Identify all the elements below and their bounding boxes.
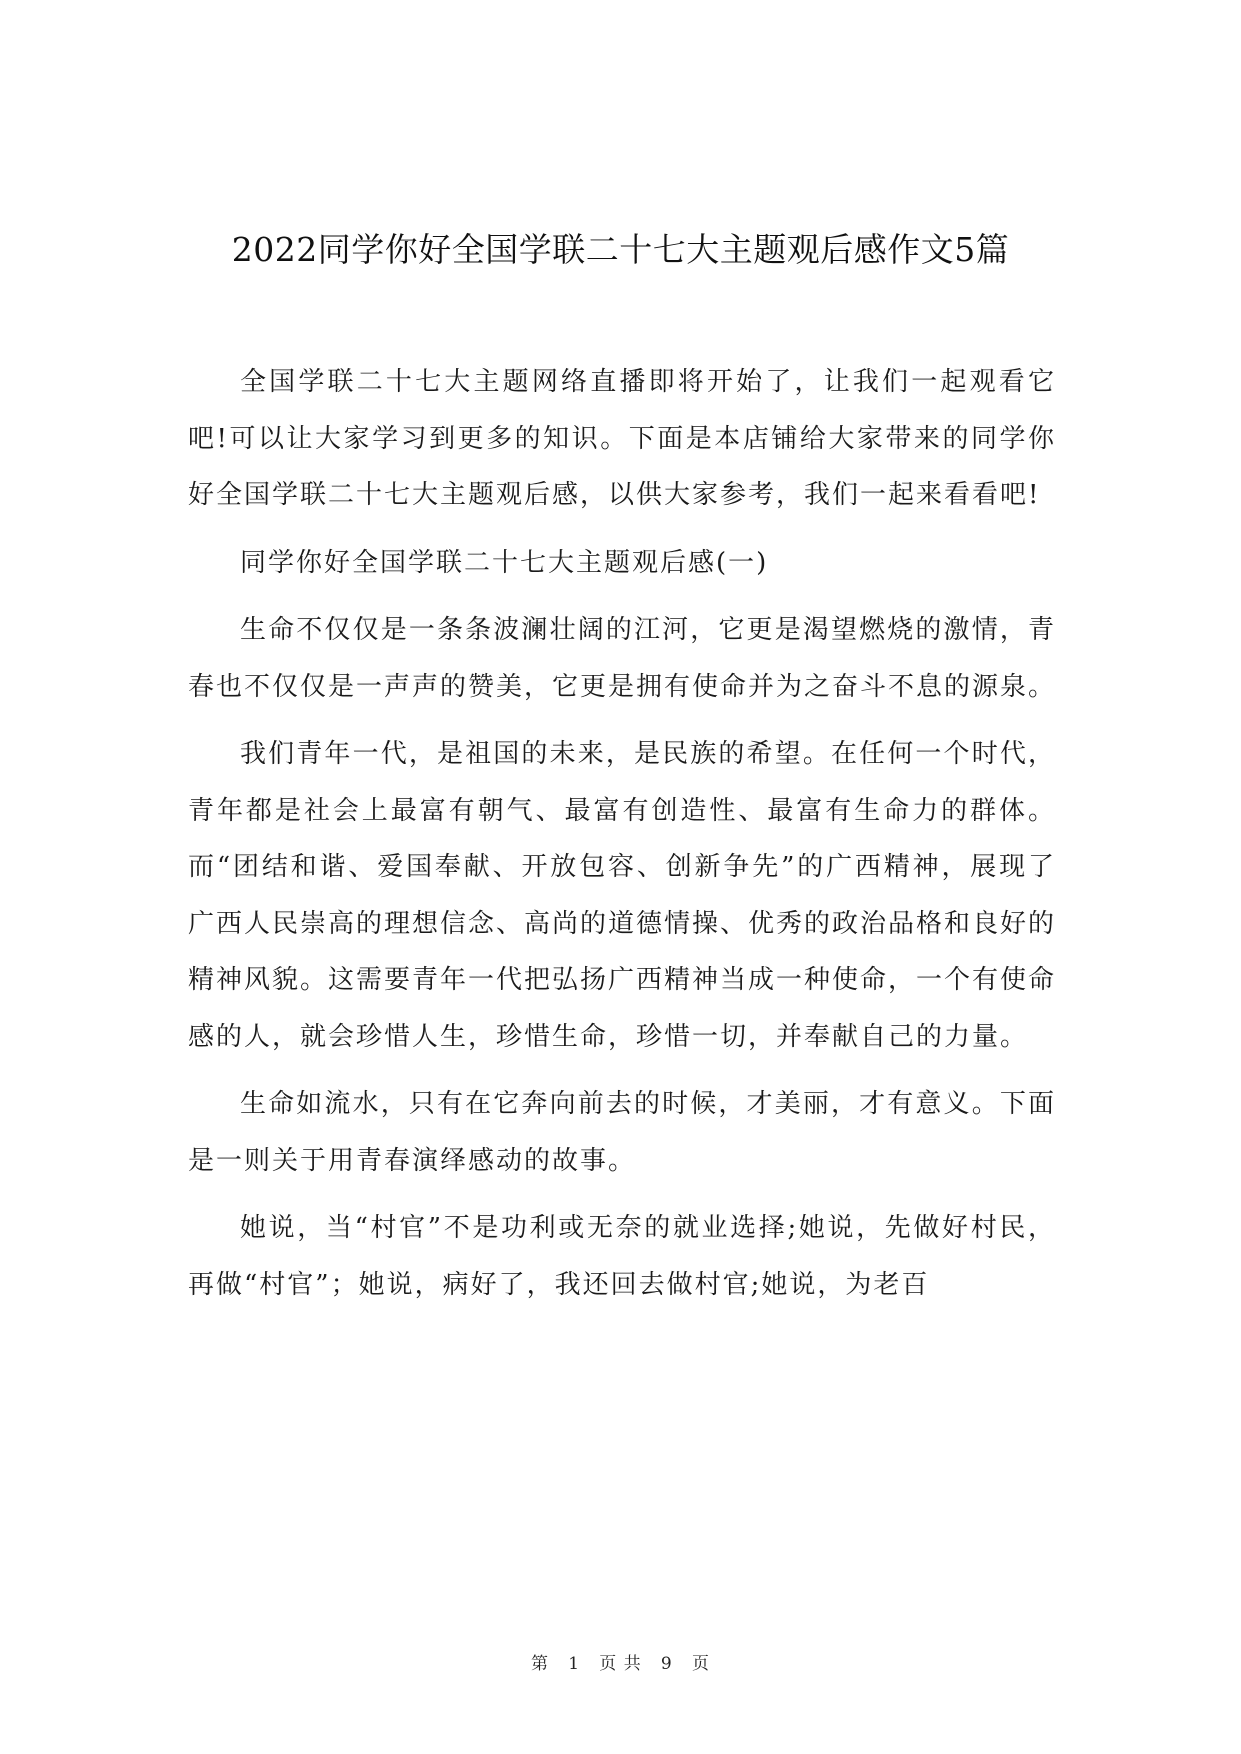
footer-suffix: 页 <box>691 1654 710 1674</box>
footer-prefix: 第 <box>531 1654 550 1674</box>
paragraph: 生命如流水，只有在它奔向前去的时候，才美丽，才有意义。下面是一则关于用青春演绎感动的故事。 <box>188 1089 1056 1176</box>
document-title: 2022同学你好全国学联二十七大主题观后感作文5篇 <box>231 230 1010 269</box>
footer-middle: 页 共 <box>599 1654 642 1674</box>
paragraph-intro: 全国学联二十七大主题网络直播即将开始了，让我们一起观看它吧!可以让大家学习到更多的知识。下面是本店铺给大家带来的同学你好全国学联二十七大主题观后感，以供大家参考，我们一起来看看吧! <box>188 367 1056 510</box>
total-page-count: 9 <box>660 1654 673 1674</box>
section-heading: 同学你好全国学联二十七大主题观后感(一) <box>240 547 769 578</box>
paragraph: 生命不仅仅是一条条波澜壮阔的江河，它更是渴望燃烧的激情，青春也不仅仅是一声声的赞美，它更是拥有使命并为之奋斗不息的源泉。 <box>188 615 1057 702</box>
current-page-number: 1 <box>568 1654 581 1674</box>
paragraph: 我们青年一代，是祖国的未来，是民族的希望。在任何一个时代，青年都是社会上最富有朝气、最富有创造性、最富有生命力的群体。而“团结和谐、爱国奉献、开放包容、创新争先”的广西精神，展现了广西人民崇高的理想信念、高尚的道德情操、优秀的政治品格和良好的精神风貌。这需要青年一代把弘扬广西精神当成一种使命，一个有使命感的人，就会珍惜人生，珍惜生命，珍惜一切，并奉献自己的力量。 <box>188 739 1057 1052</box>
page-footer <box>0 1652 1241 1676</box>
paragraph: 她说，当“村官”不是功利或无奈的就业选择;她说，先做好村民，再做“村官”；她说，病好了，我还回去做村官;她说，为老百 <box>188 1213 1056 1300</box>
document-body <box>188 354 1056 1324</box>
